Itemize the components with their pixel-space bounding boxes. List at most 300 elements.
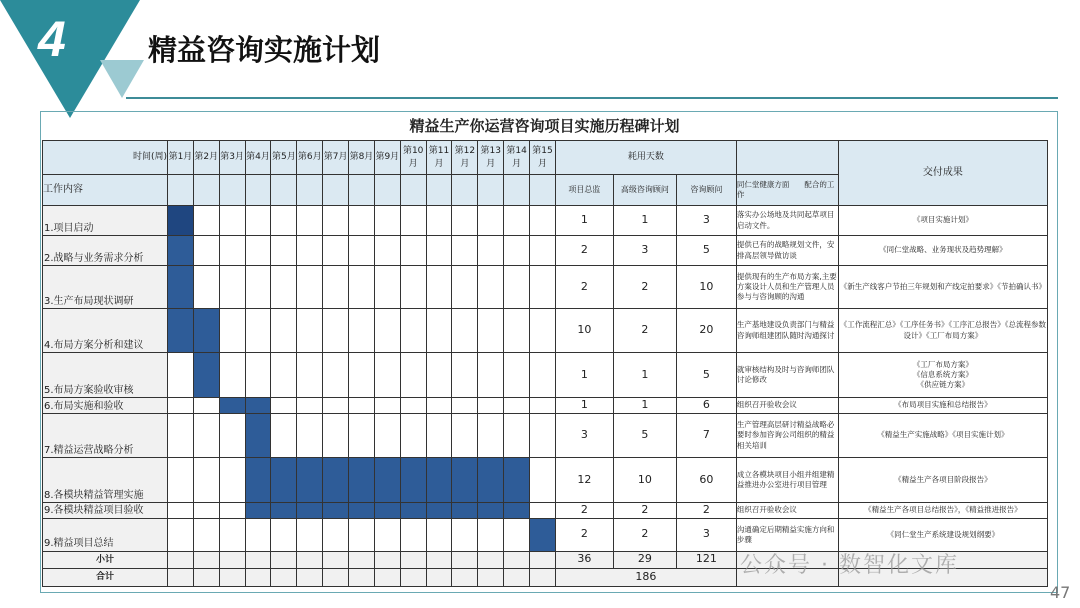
gantt-empty-cell [478, 206, 504, 236]
subtotal-empty [530, 551, 556, 568]
gantt-bar-cell [478, 458, 504, 503]
gantt-bar-cell [193, 309, 219, 353]
month-header-blank [400, 175, 426, 206]
month-header-blank [297, 175, 323, 206]
gantt-empty-cell [168, 353, 194, 398]
gantt-empty-cell [219, 206, 245, 236]
gantt-empty-cell [504, 414, 530, 458]
gantt-empty-cell [271, 518, 297, 551]
month-header-blank [452, 175, 478, 206]
total-empty [323, 568, 349, 586]
month-header: 第5月 [271, 141, 297, 175]
gantt-empty-cell [219, 414, 245, 458]
subtotal-value: 121 [676, 551, 736, 568]
gantt-bar-cell [245, 503, 271, 519]
deliverable: 《同仁堂生产系统建设规划纲要》 [838, 518, 1047, 551]
table-row [43, 503, 1048, 519]
subtotal-value: 29 [613, 551, 676, 568]
gantt-empty-cell [530, 353, 556, 398]
gantt-empty-cell [400, 266, 426, 309]
subtotal-empty [504, 551, 530, 568]
gantt-empty-cell [426, 353, 452, 398]
gantt-empty-cell [271, 353, 297, 398]
days-value: 2 [613, 266, 676, 309]
gantt-empty-cell [297, 236, 323, 266]
gantt-empty-cell [530, 309, 556, 353]
gantt-empty-cell [452, 518, 478, 551]
gantt-empty-cell [297, 266, 323, 309]
subtotal-empty [349, 551, 375, 568]
gantt-bar-cell [426, 458, 452, 503]
coop-work: 组织召开验收会议 [736, 398, 838, 414]
gantt-empty-cell [168, 414, 194, 458]
subtotal-label: 小计 [43, 551, 168, 568]
gantt-empty-cell [478, 518, 504, 551]
gantt-empty-cell [193, 236, 219, 266]
task-label: 7.精益运营战略分析 [43, 414, 168, 458]
table-row [43, 398, 1048, 414]
gantt-bar-cell [271, 458, 297, 503]
gantt-bar-cell [168, 266, 194, 309]
month-header-blank [271, 175, 297, 206]
gantt-empty-cell [219, 503, 245, 519]
month-header-blank [478, 175, 504, 206]
gantt-empty-cell [193, 266, 219, 309]
month-header-blank [426, 175, 452, 206]
gantt-empty-cell [426, 236, 452, 266]
total-empty [400, 568, 426, 586]
month-header-blank [168, 175, 194, 206]
gantt-bar-cell [193, 353, 219, 398]
gantt-bar-cell [168, 236, 194, 266]
gantt-empty-cell [297, 206, 323, 236]
month-header-blank [219, 175, 245, 206]
gantt-empty-cell [323, 353, 349, 398]
table-title: 精益生产你运营咨询项目实施历程碑计划 [409, 117, 680, 135]
total-empty [530, 568, 556, 586]
subtotal-empty [400, 551, 426, 568]
days-value: 12 [555, 458, 613, 503]
days-value: 5 [676, 236, 736, 266]
month-header: 第7月 [323, 141, 349, 175]
gantt-empty-cell [297, 309, 323, 353]
coop-work: 落实办公场地及共同起草项目启动文件。 [736, 206, 838, 236]
gantt-bar-cell [400, 503, 426, 519]
gantt-empty-cell [349, 353, 375, 398]
task-label: 8.各模块精益管理实施 [43, 458, 168, 503]
watermark: 公众号 · 数智化文库 [740, 553, 959, 578]
month-header: 第2月 [193, 141, 219, 175]
gantt-empty-cell [297, 518, 323, 551]
work-content-header: 工作内容 [43, 175, 168, 206]
gantt-empty-cell [193, 398, 219, 414]
days-value: 60 [676, 458, 736, 503]
table-row [43, 266, 1048, 309]
gantt-empty-cell [504, 236, 530, 266]
gantt-empty-cell [271, 236, 297, 266]
table-row [43, 309, 1048, 353]
role-header: 咨询顾问 [676, 175, 736, 206]
gantt-empty-cell [271, 414, 297, 458]
total-empty [193, 568, 219, 586]
time-header: 时间(周) [43, 141, 168, 175]
days-value: 20 [676, 309, 736, 353]
deliverable: 《同仁堂战略、业务现状及趋势理解》 [838, 236, 1047, 266]
total-empty [349, 568, 375, 586]
gantt-empty-cell [530, 414, 556, 458]
month-header: 第15月 [530, 141, 556, 175]
coop-header-blank [736, 141, 838, 175]
gantt-empty-cell [349, 236, 375, 266]
month-header: 第12月 [452, 141, 478, 175]
total-empty [478, 568, 504, 586]
table-row [43, 414, 1048, 458]
gantt-empty-cell [349, 398, 375, 414]
coop-work: 组织召开验收会议 [736, 503, 838, 519]
gantt-empty-cell [530, 206, 556, 236]
gantt-empty-cell [193, 458, 219, 503]
coop-work: 沟通确定后期精益实施方向和步骤 [736, 518, 838, 551]
gantt-bar-cell [426, 503, 452, 519]
gantt-empty-cell [271, 309, 297, 353]
page-number: 47 [1050, 583, 1071, 602]
gantt-empty-cell [245, 309, 271, 353]
gantt-empty-cell [530, 266, 556, 309]
gantt-bar-cell [349, 458, 375, 503]
month-header-blank [374, 175, 400, 206]
month-header: 第6月 [297, 141, 323, 175]
coop-work: 生产基地建设负责部门与精益咨询师组建团队随时沟通探讨 [736, 309, 838, 353]
deliverable: 《精益生产各项目阶段报告》 [838, 458, 1047, 503]
gantt-empty-cell [478, 236, 504, 266]
gantt-bar-cell [168, 206, 194, 236]
days-value: 3 [613, 236, 676, 266]
gantt-empty-cell [426, 398, 452, 414]
gantt-empty-cell [297, 414, 323, 458]
gantt-empty-cell [426, 309, 452, 353]
month-header-blank [349, 175, 375, 206]
days-value: 2 [613, 518, 676, 551]
gantt-empty-cell [452, 266, 478, 309]
days-value: 1 [613, 353, 676, 398]
gantt-bar-cell [349, 503, 375, 519]
gantt-empty-cell [374, 518, 400, 551]
subtotal-empty [245, 551, 271, 568]
subtotal-empty [374, 551, 400, 568]
gantt-empty-cell [400, 206, 426, 236]
gantt-empty-cell [374, 414, 400, 458]
coop-work: 就审核结构及时与咨询师团队讨论修改 [736, 353, 838, 398]
days-value: 2 [555, 236, 613, 266]
gantt-empty-cell [323, 309, 349, 353]
section-triangle-decoration [0, 0, 140, 118]
deliverables-header: 交付成果 [838, 141, 1047, 206]
gantt-empty-cell [349, 518, 375, 551]
deliverable: 《布局项目实施和总结报告》 [838, 398, 1047, 414]
gantt-empty-cell [323, 398, 349, 414]
gantt-empty-cell [426, 518, 452, 551]
days-value: 1 [555, 206, 613, 236]
gantt-empty-cell [400, 414, 426, 458]
subtotal-empty [426, 551, 452, 568]
gantt-empty-cell [478, 414, 504, 458]
total-empty [374, 568, 400, 586]
gantt-empty-cell [219, 518, 245, 551]
gantt-empty-cell [452, 398, 478, 414]
deliverable: 《精益生产各项目总结报告》，《精益推进报告》 [838, 503, 1047, 519]
total-empty [168, 568, 194, 586]
month-header-blank [504, 175, 530, 206]
deliverable: 《精益生产实施战略》《项目实施计划》 [838, 414, 1047, 458]
gantt-empty-cell [504, 518, 530, 551]
gantt-empty-cell [374, 206, 400, 236]
gantt-empty-cell [374, 236, 400, 266]
subtotal-empty [452, 551, 478, 568]
gantt-empty-cell [400, 309, 426, 353]
gantt-empty-cell [349, 414, 375, 458]
gantt-empty-cell [219, 458, 245, 503]
month-header: 第3月 [219, 141, 245, 175]
gantt-empty-cell [219, 309, 245, 353]
subtotal-empty [478, 551, 504, 568]
days-value: 1 [613, 206, 676, 236]
gantt-bar-cell [271, 503, 297, 519]
month-header: 第8月 [349, 141, 375, 175]
gantt-empty-cell [426, 414, 452, 458]
gantt-empty-cell [426, 206, 452, 236]
month-header: 第13月 [478, 141, 504, 175]
days-header: 耗用天数 [555, 141, 736, 175]
gantt-empty-cell [530, 398, 556, 414]
gantt-empty-cell [530, 458, 556, 503]
gantt-empty-cell [452, 353, 478, 398]
gantt-empty-cell [323, 206, 349, 236]
days-value: 2 [555, 503, 613, 519]
gantt-empty-cell [271, 398, 297, 414]
gantt-empty-cell [400, 353, 426, 398]
total-label: 合计 [43, 568, 168, 586]
gantt-bar-cell [323, 503, 349, 519]
milestone-plan-table [42, 140, 1048, 587]
gantt-bar-cell [219, 398, 245, 414]
gantt-empty-cell [478, 353, 504, 398]
total-empty [426, 568, 452, 586]
days-value: 1 [555, 353, 613, 398]
gantt-empty-cell [504, 266, 530, 309]
gantt-bar-cell [245, 414, 271, 458]
month-header-blank [193, 175, 219, 206]
gantt-empty-cell [271, 266, 297, 309]
coop-work: 成立各模块项目小组并组建精益推进办公室进行项目管理 [736, 458, 838, 503]
total-value: 186 [555, 568, 736, 586]
coop-work: 提供现有的生产布局方案,主要方案设计人员和生产管理人员参与与咨询顾的沟通 [736, 266, 838, 309]
gantt-empty-cell [323, 518, 349, 551]
gantt-empty-cell [374, 309, 400, 353]
deliverable: 《项目实施计划》 [838, 206, 1047, 236]
gantt-bar-cell [374, 503, 400, 519]
gantt-bar-cell [400, 458, 426, 503]
gantt-empty-cell [374, 266, 400, 309]
table-row [43, 518, 1048, 551]
gantt-empty-cell [193, 414, 219, 458]
gantt-empty-cell [245, 206, 271, 236]
gantt-bar-cell [297, 503, 323, 519]
gantt-bar-cell [452, 458, 478, 503]
days-value: 10 [613, 458, 676, 503]
month-header: 第11月 [426, 141, 452, 175]
gantt-empty-cell [452, 206, 478, 236]
days-value: 2 [555, 266, 613, 309]
days-value: 2 [676, 503, 736, 519]
deliverable: 《工作流程汇总》《工序任务书》《工序汇总报告》《总流程参数设计》《工厂布局方案》 [838, 309, 1047, 353]
role-header: 项目总监 [555, 175, 613, 206]
deliverable: 《新生产线客户节拍三年规划和产线定拍要求》《节拍确认书》 [838, 266, 1047, 309]
subtotal-empty [323, 551, 349, 568]
gantt-empty-cell [245, 236, 271, 266]
gantt-empty-cell [168, 398, 194, 414]
gantt-empty-cell [193, 518, 219, 551]
table-row [43, 353, 1048, 398]
month-header: 第4月 [245, 141, 271, 175]
gantt-empty-cell [400, 236, 426, 266]
total-empty [219, 568, 245, 586]
gantt-empty-cell [323, 266, 349, 309]
role-header: 高级咨询顾问 [613, 175, 676, 206]
gantt-bar-cell [245, 398, 271, 414]
month-header-blank [530, 175, 556, 206]
gantt-empty-cell [452, 414, 478, 458]
subtotal-value: 36 [555, 551, 613, 568]
task-label: 6.布局实施和验收 [43, 398, 168, 414]
gantt-empty-cell [271, 206, 297, 236]
gantt-empty-cell [478, 309, 504, 353]
days-value: 2 [555, 518, 613, 551]
month-header: 第10月 [400, 141, 426, 175]
task-label: 2.战略与业务需求分析 [43, 236, 168, 266]
month-header: 第14月 [504, 141, 530, 175]
task-label: 1.项目启动 [43, 206, 168, 236]
days-value: 1 [613, 398, 676, 414]
gantt-empty-cell [349, 309, 375, 353]
total-empty [271, 568, 297, 586]
gantt-bar-cell [530, 518, 556, 551]
gantt-empty-cell [504, 398, 530, 414]
task-label: 4.布局方案分析和建议 [43, 309, 168, 353]
gantt-empty-cell [478, 266, 504, 309]
subtotal-empty [219, 551, 245, 568]
days-value: 3 [555, 414, 613, 458]
days-value: 5 [613, 414, 676, 458]
subtotal-empty [271, 551, 297, 568]
table-row [43, 206, 1048, 236]
gantt-empty-cell [168, 503, 194, 519]
page-title: 精益咨询实施计划 [148, 33, 381, 67]
month-header-blank [323, 175, 349, 206]
coop-work: 生产管理高层研讨精益战略必要时参加咨询公司组织的精益相关培训 [736, 414, 838, 458]
days-value: 5 [676, 353, 736, 398]
gantt-empty-cell [323, 414, 349, 458]
gantt-empty-cell [219, 266, 245, 309]
days-value: 7 [676, 414, 736, 458]
gantt-empty-cell [478, 398, 504, 414]
gantt-empty-cell [323, 236, 349, 266]
total-empty [245, 568, 271, 586]
deliverable: 《工厂布局方案》 《信息系统方案》 《供应链方案》 [838, 353, 1047, 398]
gantt-empty-cell [530, 236, 556, 266]
gantt-bar-cell [168, 309, 194, 353]
month-header: 第9月 [374, 141, 400, 175]
total-empty [297, 568, 323, 586]
month-header-blank [245, 175, 271, 206]
gantt-empty-cell [193, 503, 219, 519]
title-divider [126, 97, 1058, 99]
gantt-empty-cell [400, 518, 426, 551]
gantt-empty-cell [219, 236, 245, 266]
subtotal-empty [193, 551, 219, 568]
total-empty [504, 568, 530, 586]
gantt-empty-cell [374, 398, 400, 414]
gantt-empty-cell [530, 503, 556, 519]
gantt-empty-cell [245, 518, 271, 551]
gantt-bar-cell [374, 458, 400, 503]
table-row [43, 236, 1048, 266]
task-label: 3.生产布局现状调研 [43, 266, 168, 309]
gantt-empty-cell [504, 206, 530, 236]
task-label: 5.布局方案验收审核 [43, 353, 168, 398]
gantt-empty-cell [245, 266, 271, 309]
table-row [43, 458, 1048, 503]
total-empty [452, 568, 478, 586]
gantt-bar-cell [452, 503, 478, 519]
small-triangle-decoration [100, 60, 144, 98]
gantt-empty-cell [245, 353, 271, 398]
days-value: 2 [613, 309, 676, 353]
subtotal-empty [168, 551, 194, 568]
days-value: 3 [676, 206, 736, 236]
gantt-empty-cell [426, 266, 452, 309]
gantt-empty-cell [349, 266, 375, 309]
coop-header: 同仁堂健康方面 配合的工作 [736, 175, 838, 206]
gantt-empty-cell [452, 236, 478, 266]
gantt-bar-cell [297, 458, 323, 503]
days-value: 6 [676, 398, 736, 414]
gantt-empty-cell [168, 518, 194, 551]
days-value: 2 [613, 503, 676, 519]
gantt-bar-cell [245, 458, 271, 503]
gantt-empty-cell [504, 353, 530, 398]
task-label: 9.精益项目总结 [43, 518, 168, 551]
gantt-empty-cell [168, 458, 194, 503]
gantt-empty-cell [349, 206, 375, 236]
gantt-empty-cell [219, 353, 245, 398]
gantt-empty-cell [400, 398, 426, 414]
gantt-bar-cell [504, 503, 530, 519]
gantt-empty-cell [193, 206, 219, 236]
gantt-empty-cell [297, 353, 323, 398]
gantt-bar-cell [504, 458, 530, 503]
days-value: 3 [676, 518, 736, 551]
section-number: 4 [38, 11, 66, 67]
days-value: 10 [555, 309, 613, 353]
gantt-empty-cell [504, 309, 530, 353]
month-header: 第1月 [168, 141, 194, 175]
gantt-empty-cell [297, 398, 323, 414]
gantt-empty-cell [452, 309, 478, 353]
gantt-bar-cell [478, 503, 504, 519]
task-label: 9.各模块精益项目验收 [43, 503, 168, 519]
gantt-bar-cell [323, 458, 349, 503]
days-value: 10 [676, 266, 736, 309]
